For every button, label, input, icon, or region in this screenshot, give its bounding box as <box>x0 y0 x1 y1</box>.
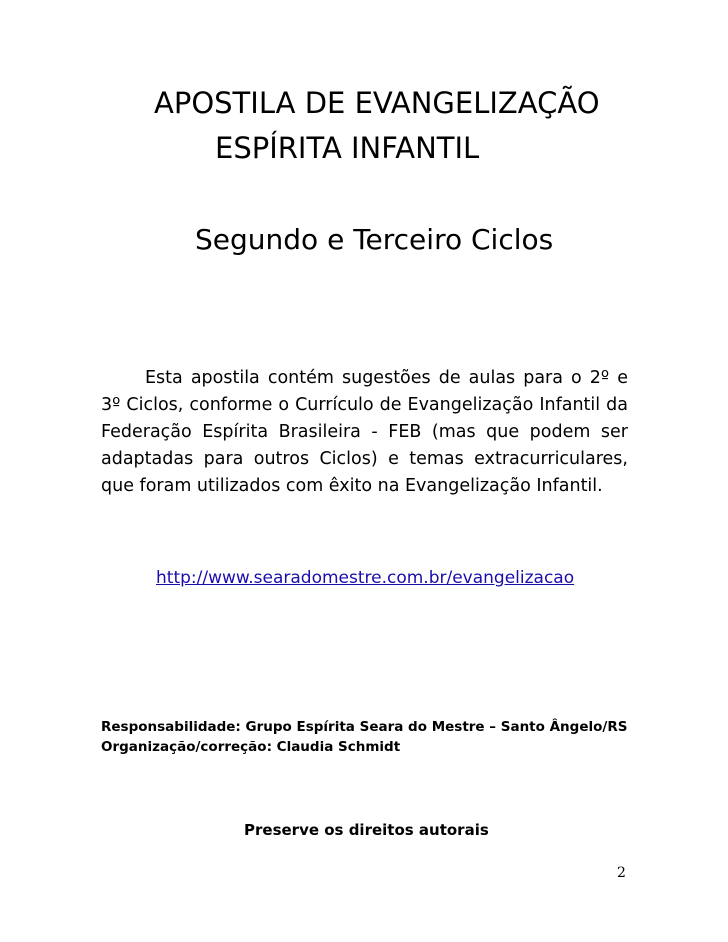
credit-responsibility: Responsabilidade: Grupo Espírita Seara do Mestre – Santo Ângelo/RS <box>101 719 628 735</box>
intro-paragraph: Esta apostila contém sugestões de aulas para o 2º e 3º Ciclos, conforme o Currículo de Evangelização Infantil da Federação Espírita Brasileira - FEB (mas que podem ser adaptadas para outros Ciclos) e temas extracurriculares, que foram utilizados com êxito na Evangelização Infantil. <box>101 368 628 496</box>
page-number: 2 <box>617 865 626 881</box>
document-subtitle: Segundo e Terceiro Ciclos <box>195 223 554 256</box>
document-title-line-2: ESPÍRITA INFANTIL <box>215 131 480 165</box>
document-title-line-1: APOSTILA DE EVANGELIZAÇÃO <box>154 86 600 120</box>
copyright-notice: Preserve os direitos autorais <box>244 821 489 839</box>
website-link[interactable]: http://www.searadomestre.com.br/evangelizacao <box>156 568 575 588</box>
credit-organization: Organização/correção: Claudia Schmidt <box>101 739 401 755</box>
